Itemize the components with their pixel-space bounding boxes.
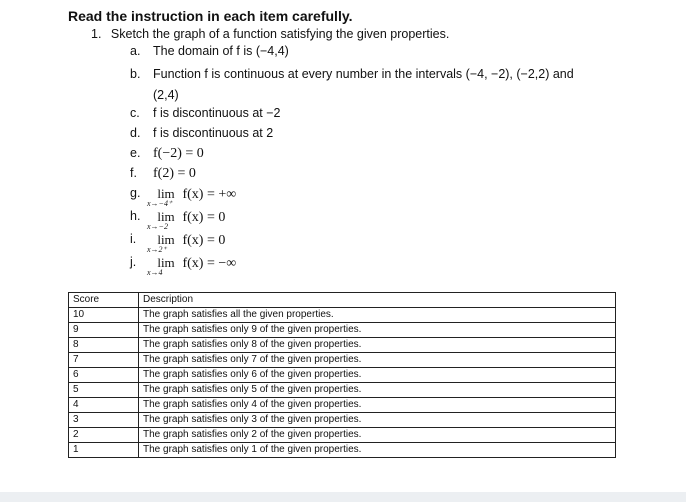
question-1 xyxy=(91,27,449,41)
rubric-row xyxy=(69,383,616,398)
item-text: f(2) = 0 xyxy=(153,166,196,181)
score-cell: 3 xyxy=(69,413,139,428)
limit-subscript: x→4 xyxy=(147,268,163,277)
limit-operator: lim x→−4⁺ xyxy=(147,186,175,208)
item-label: e. xyxy=(130,146,141,160)
description-cell: The graph satisfies only 3 of the given properties. xyxy=(139,413,616,428)
score-cell: 8 xyxy=(69,338,139,353)
score-cell: 2 xyxy=(69,428,139,443)
question-number: 1. xyxy=(91,27,102,41)
item-label: h. xyxy=(130,209,141,223)
description-cell: The graph satisfies all the given properties. xyxy=(139,308,616,323)
item-text: f(−2) = 0 xyxy=(153,146,204,161)
limit-subscript: x→2⁺ xyxy=(147,245,167,254)
item-label: d. xyxy=(130,126,141,140)
rubric-row xyxy=(69,353,616,368)
limit-operator: lim x→−2 xyxy=(147,209,175,231)
item-label: g. xyxy=(130,186,141,200)
score-cell: 1 xyxy=(69,443,139,458)
description-cell: The graph satisfies only 9 of the given properties. xyxy=(139,323,616,338)
rubric-row xyxy=(69,323,616,338)
rubric-row xyxy=(69,368,616,383)
limit-subscript: x→−4⁺ xyxy=(147,199,173,208)
limit-operator: lim x→4 xyxy=(147,255,175,277)
item-text: f(x) = 0 xyxy=(182,233,226,248)
item-label: f. xyxy=(130,166,137,180)
score-cell: 7 xyxy=(69,353,139,368)
rubric-row xyxy=(69,413,616,428)
item-text: f(x) = 0 xyxy=(182,210,226,225)
limit-subscript: x→−2 xyxy=(147,222,168,231)
score-header: Score xyxy=(69,293,139,308)
description-header: Description xyxy=(139,293,616,308)
item-text: f(x) = +∞ xyxy=(182,187,237,202)
rubric-header-row xyxy=(69,293,616,308)
item-text: The domain of f is (−4,4) xyxy=(153,44,289,58)
description-cell: The graph satisfies only 7 of the given properties. xyxy=(139,353,616,368)
score-cell: 9 xyxy=(69,323,139,338)
item-text: f is discontinuous at 2 xyxy=(153,126,274,140)
rubric-row xyxy=(69,398,616,413)
description-cell: The graph satisfies only 5 of the given properties. xyxy=(139,383,616,398)
item-label: b. xyxy=(130,67,141,81)
question-text: Sketch the graph of a function satisfying the given properties. xyxy=(110,27,450,41)
item-label: c. xyxy=(130,106,140,120)
bottom-edge xyxy=(0,492,686,502)
description-cell: The graph satisfies only 1 of the given properties. xyxy=(139,443,616,458)
item-label: i. xyxy=(130,232,137,246)
rubric-row xyxy=(69,338,616,353)
item-text-continued: (2,4) xyxy=(153,88,179,102)
rubric-table xyxy=(68,292,616,458)
item-label: j. xyxy=(130,255,137,269)
description-cell: The graph satisfies only 6 of the given properties. xyxy=(139,368,616,383)
item-text: f is discontinuous at −2 xyxy=(153,106,281,120)
score-cell: 6 xyxy=(69,368,139,383)
score-cell: 5 xyxy=(69,383,139,398)
description-cell: The graph satisfies only 2 of the given properties. xyxy=(139,428,616,443)
description-cell: The graph satisfies only 4 of the given properties. xyxy=(139,398,616,413)
rubric-row xyxy=(69,443,616,458)
item-text: f(x) = −∞ xyxy=(182,256,237,271)
description-cell: The graph satisfies only 8 of the given properties. xyxy=(139,338,616,353)
item-text: Function f is continuous at every number in the intervals (−4, −2), (−2,2) and xyxy=(153,67,574,81)
rubric-row xyxy=(69,308,616,323)
score-cell: 4 xyxy=(69,398,139,413)
limit-operator: lim x→2⁺ xyxy=(147,232,175,254)
instruction-heading: Read the instruction in each item carefully. xyxy=(68,8,353,24)
score-cell: 10 xyxy=(69,308,139,323)
rubric-row xyxy=(69,428,616,443)
item-label: a. xyxy=(130,44,141,58)
